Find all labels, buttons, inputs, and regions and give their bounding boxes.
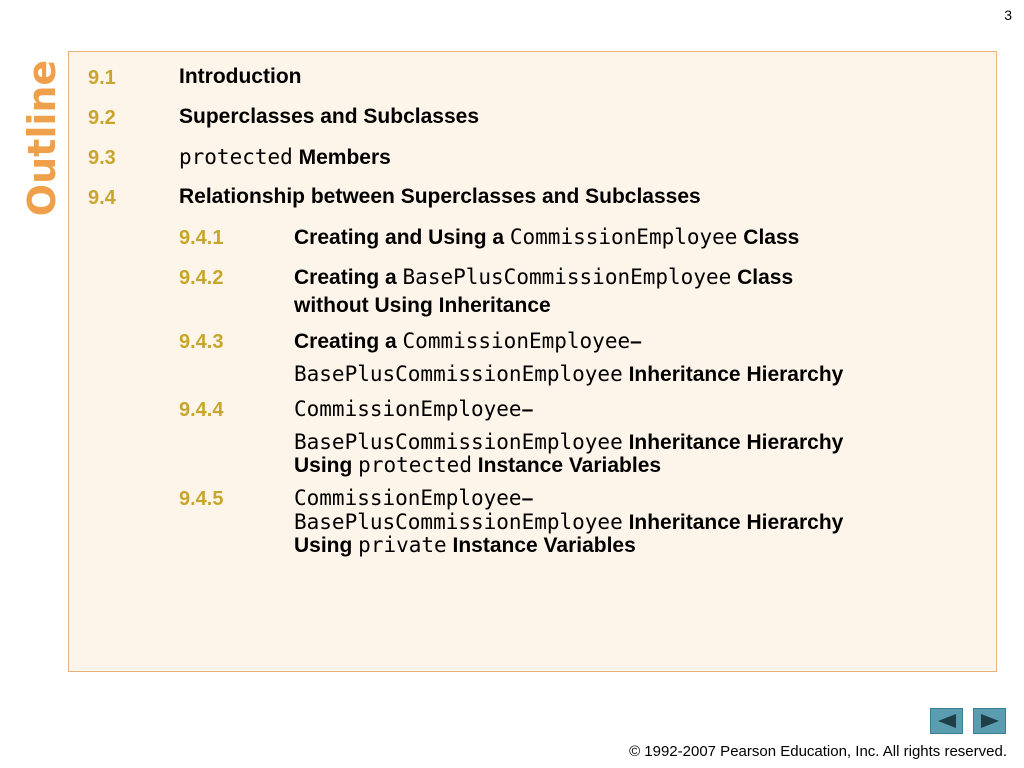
subsection-title-text: Using	[294, 534, 359, 557]
code-class-name: BasePlusCommissionEmployee	[402, 265, 732, 289]
section-number: 9.3	[88, 147, 116, 169]
subsection-title	[294, 397, 533, 422]
subsection-title	[294, 265, 793, 290]
subsection-title-continued	[294, 533, 636, 558]
section-title	[179, 145, 391, 170]
subsection-title-text: Creating and Using a	[294, 226, 510, 249]
code-class-name: BasePlusCommissionEmployee	[294, 510, 623, 534]
dash: –	[521, 398, 534, 421]
subsection-title-text: Inheritance Hierarchy	[622, 511, 844, 534]
outline-panel	[68, 51, 997, 672]
subsection-title-continued: without Using Inheritance	[294, 294, 551, 317]
subsection-number: 9.4.5	[179, 488, 224, 510]
subsection-title-continued	[294, 453, 661, 478]
section-title: Superclasses and Subclasses	[179, 105, 479, 128]
code-keyword: protected	[358, 453, 472, 477]
section-number: 9.4	[88, 187, 116, 209]
subsection-title	[294, 486, 533, 511]
next-slide-button[interactable]	[973, 708, 1006, 734]
section-title: Relationship between Superclasses and Subclasses	[179, 185, 701, 208]
code-keyword: private	[358, 533, 447, 557]
previous-slide-button[interactable]	[930, 708, 963, 734]
subsection-number: 9.4.1	[179, 227, 224, 249]
subsection-title	[294, 329, 642, 354]
subsection-title-text: Inheritance Hierarchy	[622, 363, 844, 386]
dash: –	[630, 330, 642, 353]
section-title-text: Members	[292, 146, 391, 169]
subsection-title	[294, 225, 799, 250]
left-arrow-icon	[936, 713, 958, 729]
subsection-title-text: Instance Variables	[471, 454, 662, 477]
code-keyword: protected	[179, 145, 293, 169]
side-title	[20, 60, 64, 215]
code-class-name: BasePlusCommissionEmployee	[294, 430, 623, 454]
subsection-number: 9.4.4	[179, 399, 224, 421]
subsection-title-text: Using	[294, 454, 359, 477]
section-title: Introduction	[179, 65, 302, 88]
subsection-title-continued	[294, 430, 843, 455]
subsection-title-text: Class	[737, 226, 800, 249]
dash: –	[521, 487, 534, 510]
subsection-title-text: Instance Variables	[446, 534, 636, 557]
code-class-name: CommissionEmployee	[294, 397, 522, 421]
subsection-title-text: Inheritance Hierarchy	[622, 431, 844, 454]
section-number: 9.1	[88, 67, 116, 89]
subsection-title-text: Creating a	[294, 330, 403, 353]
side-title-text: Outline	[20, 59, 64, 216]
subsection-title-continued	[294, 510, 843, 535]
code-class-name: CommissionEmployee	[294, 486, 522, 510]
subsection-number: 9.4.2	[179, 267, 224, 289]
subsection-title-text: Class	[731, 266, 794, 289]
section-number: 9.2	[88, 107, 116, 129]
code-class-name: CommissionEmployee	[509, 225, 738, 249]
right-arrow-icon	[979, 713, 1001, 729]
code-class-name: BasePlusCommissionEmployee	[294, 362, 623, 386]
copyright-footer: © 1992-2007 Pearson Education, Inc. All rights reserved.	[629, 743, 1007, 760]
code-class-name: CommissionEmployee	[402, 329, 631, 353]
page-number: 3	[1004, 7, 1012, 23]
subsection-title-continued	[294, 362, 843, 387]
subsection-title-text: Creating a	[294, 266, 403, 289]
outline-list	[69, 52, 996, 671]
subsection-number: 9.4.3	[179, 331, 224, 353]
